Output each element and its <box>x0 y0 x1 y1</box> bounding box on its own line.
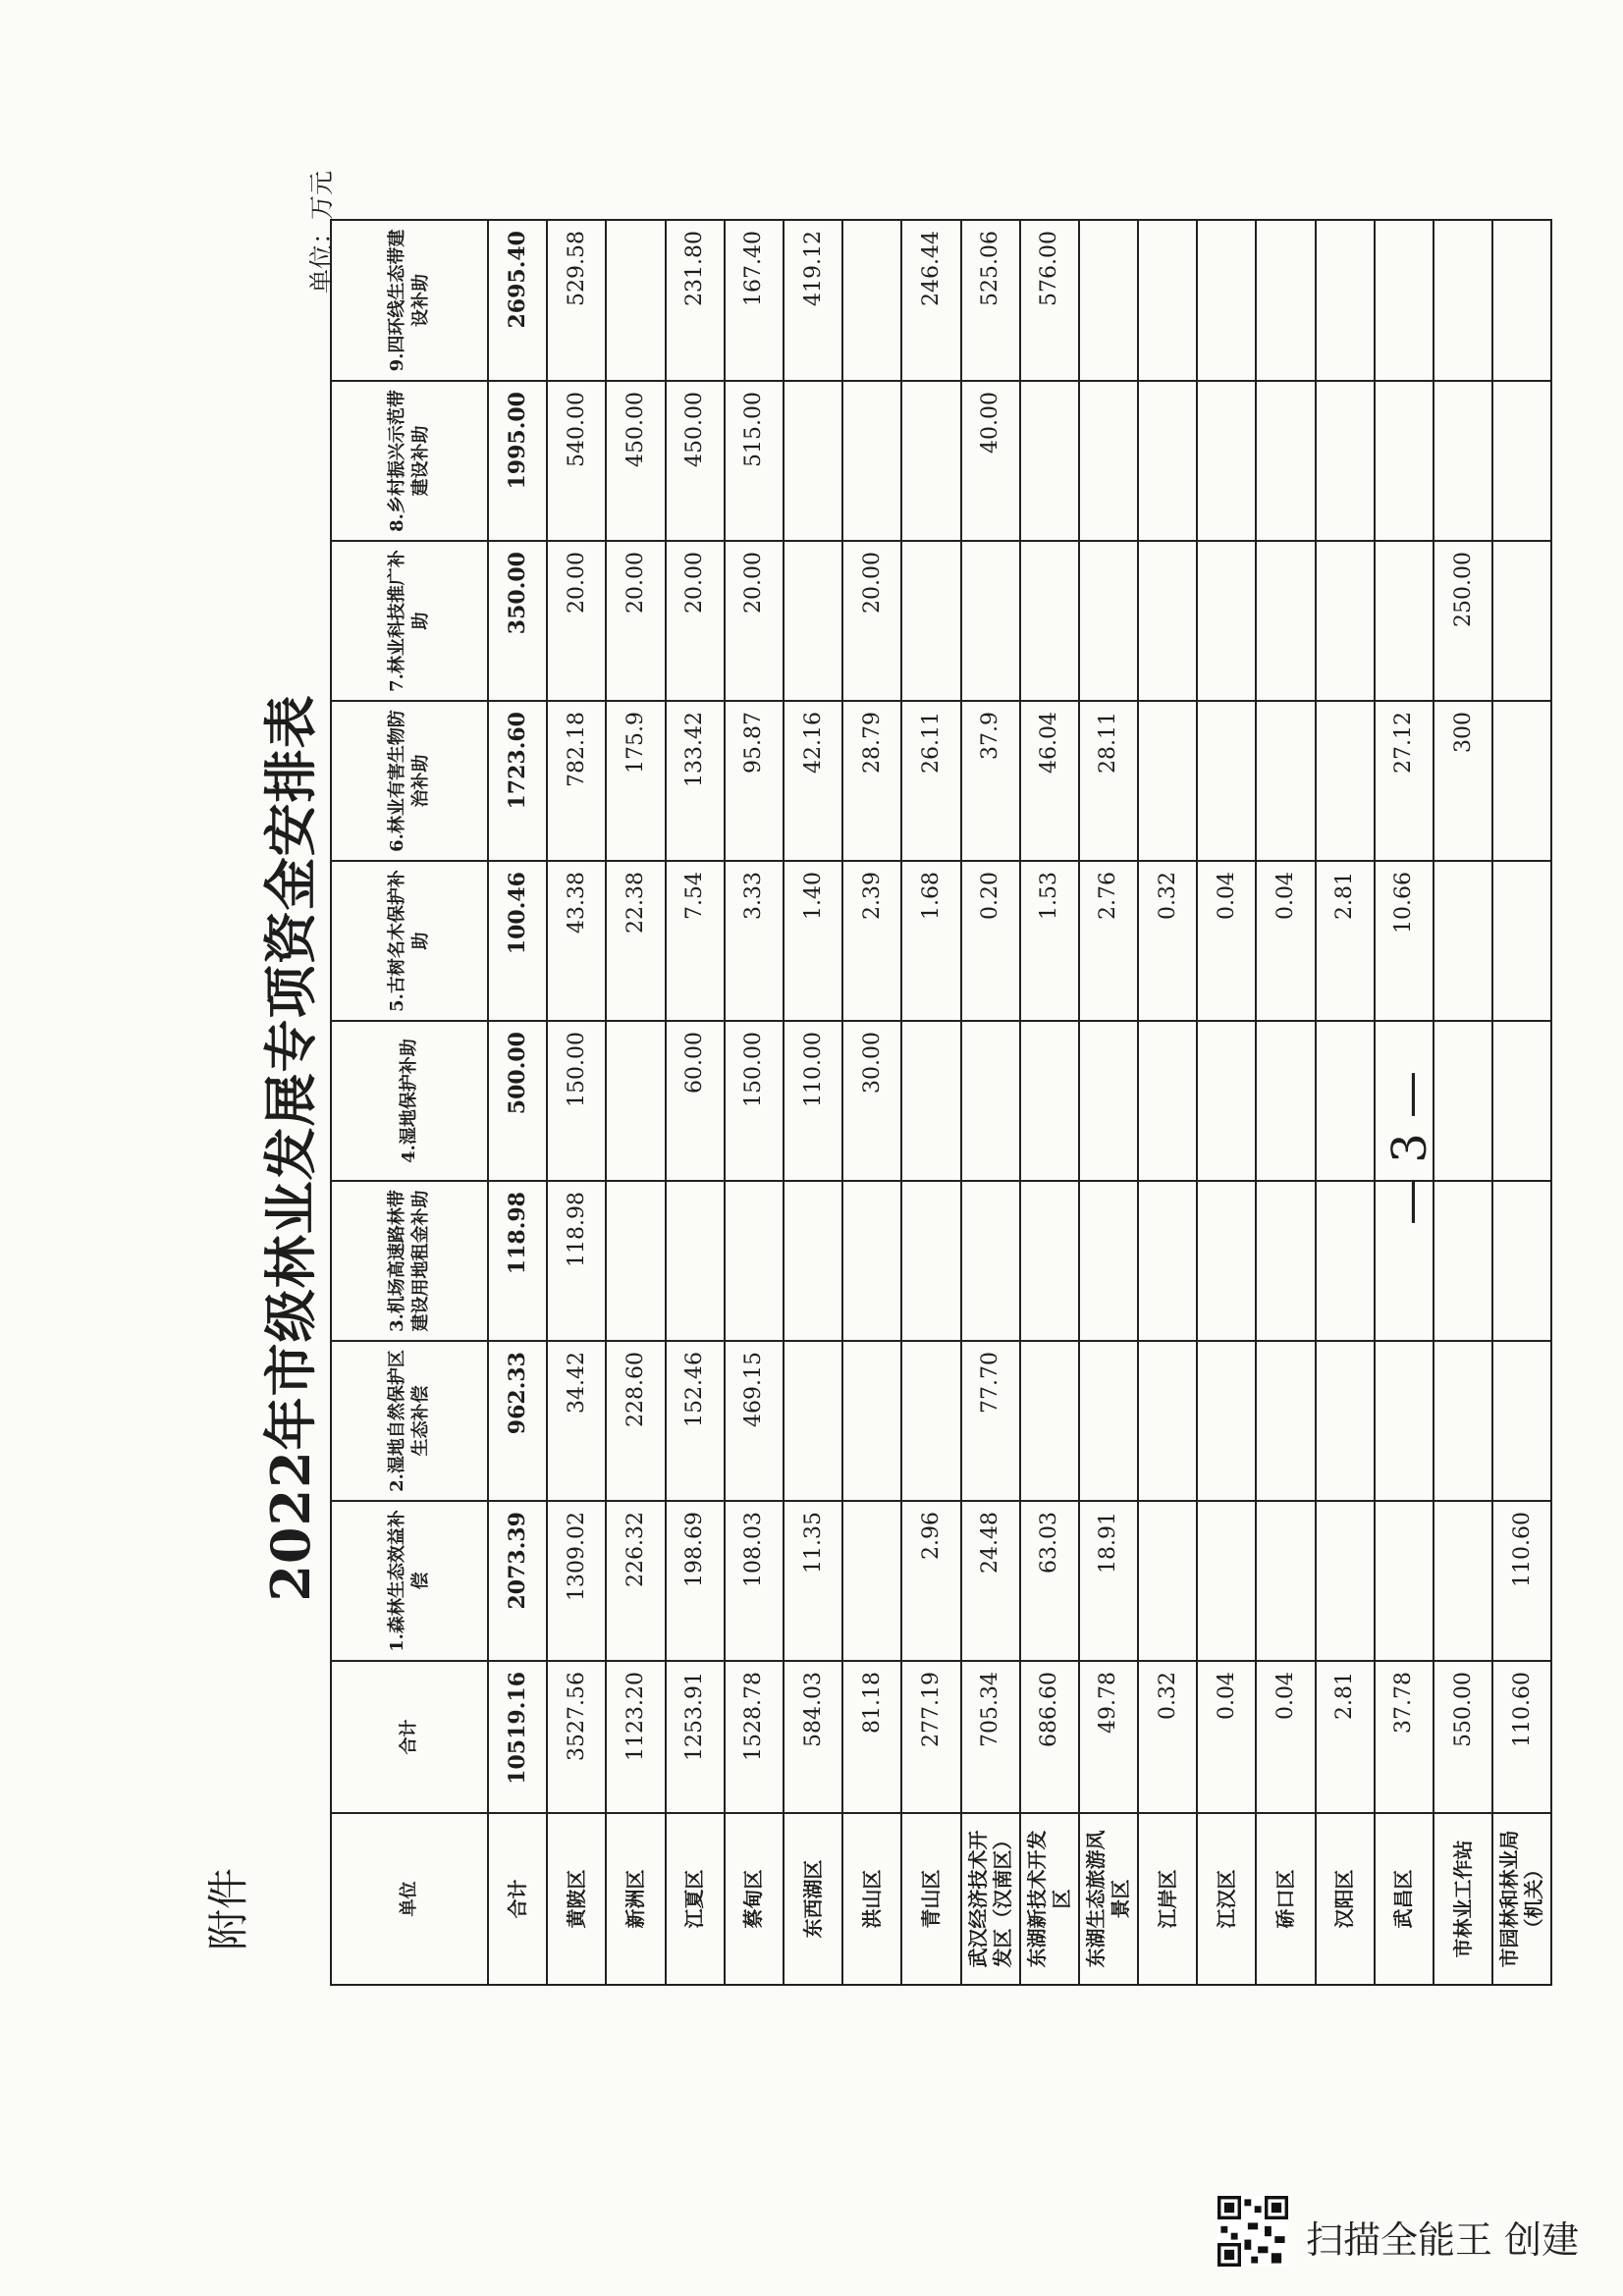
amount-cell: 450.00 <box>606 381 665 541</box>
scanner-watermark <box>1217 2196 1610 2274</box>
amount-cell <box>1197 1181 1256 1341</box>
amount-cell <box>1492 1181 1551 1341</box>
amount-cell: 152.46 <box>666 1341 725 1501</box>
amount-cell: 7.54 <box>666 861 725 1021</box>
amount-cell <box>1138 541 1197 701</box>
amount-cell <box>1020 1021 1079 1181</box>
total-cell: 37.78 <box>1375 1661 1434 1813</box>
amount-cell <box>1138 701 1197 861</box>
table-row <box>1138 220 1197 1985</box>
amount-cell: 42.16 <box>784 701 842 861</box>
table-row <box>725 220 784 1985</box>
table-total-row <box>488 220 547 1985</box>
unit-name-cell: 新洲区 <box>606 1813 665 1985</box>
document-title: 2022年市级林业发展专项资金安排表 <box>259 694 322 1602</box>
amount-cell: 175.9 <box>606 701 665 861</box>
amount-cell: 2.76 <box>1079 861 1138 1021</box>
amount-cell <box>901 1341 960 1501</box>
amount-cell <box>1434 1501 1492 1661</box>
amount-cell: 419.12 <box>784 220 842 381</box>
table-row <box>666 220 725 1985</box>
amount-cell: 28.11 <box>1079 701 1138 861</box>
amount-cell: 228.60 <box>606 1341 665 1501</box>
unit-name-cell: 东湖新技术开发区 <box>1020 1813 1079 1985</box>
table-row <box>842 220 901 1985</box>
amount-cell: 77.70 <box>961 1341 1020 1501</box>
amount-cell <box>1197 381 1256 541</box>
amount-cell <box>1316 701 1375 861</box>
amount-cell <box>961 1181 1020 1341</box>
unit-name-cell: 江夏区 <box>666 1813 725 1985</box>
amount-cell: 198.69 <box>666 1501 725 1661</box>
total-cell: 1253.91 <box>666 1661 725 1813</box>
amount-cell <box>1492 701 1551 861</box>
amount-cell <box>1138 1501 1197 1661</box>
unit-name-cell: 合计 <box>488 1813 547 1985</box>
header-item-4: 4.湿地保护补助 <box>331 1021 488 1181</box>
amount-cell <box>1138 1181 1197 1341</box>
amount-cell: 10.66 <box>1375 861 1434 1021</box>
header-item-7: 7.林业科技推广补助 <box>331 541 488 701</box>
amount-cell <box>1138 381 1197 541</box>
amount-cell <box>1316 220 1375 381</box>
amount-cell: 246.44 <box>901 220 960 381</box>
unit-name-cell: 蔡甸区 <box>725 1813 784 1985</box>
amount-cell <box>842 1501 901 1661</box>
amount-cell: 1.40 <box>784 861 842 1021</box>
amount-cell <box>961 541 1020 701</box>
amount-cell <box>1079 1021 1138 1181</box>
total-cell: 550.00 <box>1434 1661 1492 1813</box>
table-header-row <box>331 220 488 1985</box>
amount-cell <box>1316 381 1375 541</box>
amount-cell: 2.96 <box>901 1501 960 1661</box>
amount-cell: 1995.00 <box>488 381 547 541</box>
amount-cell: 118.98 <box>488 1181 547 1341</box>
amount-cell <box>1020 1181 1079 1341</box>
amount-cell: 34.42 <box>547 1341 606 1501</box>
amount-cell <box>1256 220 1315 381</box>
amount-cell: 469.15 <box>725 1341 784 1501</box>
amount-cell <box>666 1181 725 1341</box>
amount-cell: 108.03 <box>725 1501 784 1661</box>
watermark-text: 扫描全能王 创建 <box>1306 2218 1580 2262</box>
table-row <box>1316 220 1375 1985</box>
amount-cell: 231.80 <box>666 220 725 381</box>
amount-cell: 0.04 <box>1256 861 1315 1021</box>
amount-cell: 2.81 <box>1316 861 1375 1021</box>
amount-cell <box>784 1341 842 1501</box>
amount-cell: 150.00 <box>725 1021 784 1181</box>
amount-cell <box>1197 1501 1256 1661</box>
amount-cell: 20.00 <box>842 541 901 701</box>
amount-cell <box>1492 1021 1551 1181</box>
total-cell: 0.32 <box>1138 1661 1197 1813</box>
unit-name-cell: 黄陂区 <box>547 1813 606 1985</box>
amount-cell: 27.12 <box>1375 701 1434 861</box>
amount-cell <box>1316 541 1375 701</box>
table-row <box>1079 220 1138 1985</box>
total-cell: 705.34 <box>961 1661 1020 1813</box>
amount-cell <box>1138 1021 1197 1181</box>
unit-name-cell: 洪山区 <box>842 1813 901 1985</box>
amount-cell: 350.00 <box>488 541 547 701</box>
table-row <box>606 220 665 1985</box>
unit-name-cell: 江岸区 <box>1138 1813 1197 1985</box>
amount-cell <box>784 1181 842 1341</box>
amount-cell: 30.00 <box>842 1021 901 1181</box>
amount-cell <box>1434 1341 1492 1501</box>
total-cell: 1528.78 <box>725 1661 784 1813</box>
amount-cell <box>1316 1501 1375 1661</box>
amount-cell <box>1492 1341 1551 1501</box>
amount-cell <box>901 1181 960 1341</box>
amount-cell: 150.00 <box>547 1021 606 1181</box>
amount-cell: 20.00 <box>547 541 606 701</box>
amount-cell <box>1020 381 1079 541</box>
amount-cell: 1.53 <box>1020 861 1079 1021</box>
amount-cell: 529.58 <box>547 220 606 381</box>
amount-cell <box>1197 220 1256 381</box>
amount-cell <box>842 1181 901 1341</box>
amount-cell: 2.39 <box>842 861 901 1021</box>
amount-cell: 576.00 <box>1020 220 1079 381</box>
amount-cell <box>1079 541 1138 701</box>
amount-cell <box>606 1021 665 1181</box>
unit-name-cell: 东湖生态旅游风景区 <box>1079 1813 1138 1985</box>
amount-cell <box>1256 541 1315 701</box>
amount-cell <box>1256 1021 1315 1181</box>
amount-cell: 1723.60 <box>488 701 547 861</box>
amount-cell: 118.98 <box>547 1181 606 1341</box>
amount-cell: 300 <box>1434 701 1492 861</box>
amount-cell: 226.32 <box>606 1501 665 1661</box>
amount-cell: 100.46 <box>488 861 547 1021</box>
total-cell: 3527.56 <box>547 1661 606 1813</box>
amount-cell: 11.35 <box>784 1501 842 1661</box>
amount-cell <box>784 541 842 701</box>
unit-name-cell: 武汉经济技术开发区（汉南区） <box>961 1813 1020 1985</box>
total-cell: 0.04 <box>1256 1661 1315 1813</box>
total-cell: 686.60 <box>1020 1661 1079 1813</box>
amount-cell: 24.48 <box>961 1501 1020 1661</box>
amount-cell: 37.9 <box>961 701 1020 861</box>
amount-cell: 28.79 <box>842 701 901 861</box>
qr-code-icon <box>1217 2196 1288 2267</box>
amount-cell <box>1079 381 1138 541</box>
amount-cell <box>1256 1501 1315 1661</box>
amount-cell: 60.00 <box>666 1021 725 1181</box>
amount-cell <box>901 1021 960 1181</box>
amount-cell <box>1079 1181 1138 1341</box>
total-cell: 49.78 <box>1079 1661 1138 1813</box>
fund-allocation-table <box>330 219 1552 1986</box>
amount-cell <box>1256 1181 1315 1341</box>
amount-cell <box>1434 220 1492 381</box>
amount-cell: 20.00 <box>606 541 665 701</box>
amount-cell: 525.06 <box>961 220 1020 381</box>
amount-cell <box>1492 381 1551 541</box>
total-cell: 110.60 <box>1492 1661 1551 1813</box>
amount-cell: 250.00 <box>1434 541 1492 701</box>
amount-cell: 1309.02 <box>547 1501 606 1661</box>
amount-cell <box>1138 1341 1197 1501</box>
amount-cell: 782.18 <box>547 701 606 861</box>
amount-cell <box>1079 220 1138 381</box>
unit-name-cell: 市园林和林业局（机关） <box>1492 1813 1551 1985</box>
header-item-5: 5.古树名木保护补助 <box>331 861 488 1021</box>
amount-cell: 43.38 <box>547 861 606 1021</box>
amount-cell: 63.03 <box>1020 1501 1079 1661</box>
unit-name-cell: 青山区 <box>901 1813 960 1985</box>
header-total: 合计 <box>331 1661 488 1813</box>
amount-cell: 1.68 <box>901 861 960 1021</box>
unit-name-cell: 市林业工作站 <box>1434 1813 1492 1985</box>
amount-cell: 0.20 <box>961 861 1020 1021</box>
total-cell: 277.19 <box>901 1661 960 1813</box>
amount-cell <box>1197 701 1256 861</box>
total-cell: 1123.20 <box>606 1661 665 1813</box>
amount-cell <box>606 1181 665 1341</box>
amount-cell <box>1256 381 1315 541</box>
unit-name-cell: 汉阳区 <box>1316 1813 1375 1985</box>
amount-cell <box>961 1021 1020 1181</box>
amount-cell <box>842 1341 901 1501</box>
amount-cell <box>842 220 901 381</box>
attachment-label: 附件 <box>204 1867 252 1950</box>
amount-cell: 500.00 <box>488 1021 547 1181</box>
amount-cell <box>1316 1341 1375 1501</box>
amount-cell <box>901 541 960 701</box>
amount-cell: 2073.39 <box>488 1501 547 1661</box>
total-cell: 0.04 <box>1197 1661 1256 1813</box>
total-cell: 10519.16 <box>488 1661 547 1813</box>
header-item-6: 6.林业有害生物防治补助 <box>331 701 488 861</box>
table-row <box>784 220 842 1985</box>
unit-name-cell: 东西湖区 <box>784 1813 842 1985</box>
table-row <box>961 220 1020 1985</box>
amount-cell: 110.00 <box>784 1021 842 1181</box>
amount-cell <box>1138 220 1197 381</box>
amount-cell: 40.00 <box>961 381 1020 541</box>
page-number: — 3 — <box>1382 1070 1437 1226</box>
amount-cell <box>1079 1341 1138 1501</box>
amount-cell <box>1434 381 1492 541</box>
table-row <box>901 220 960 1985</box>
header-item-3: 3.机场高速路林带建设用地租金补助 <box>331 1181 488 1341</box>
unit-name-cell: 武昌区 <box>1375 1813 1434 1985</box>
header-unit: 单位 <box>331 1813 488 1985</box>
total-cell: 2.81 <box>1316 1661 1375 1813</box>
amount-cell: 26.11 <box>901 701 960 861</box>
amount-cell: 0.04 <box>1197 861 1256 1021</box>
amount-cell <box>1197 1021 1256 1181</box>
amount-cell <box>1492 861 1551 1021</box>
amount-cell <box>1197 1341 1256 1501</box>
amount-cell: 0.32 <box>1138 861 1197 1021</box>
unit-name-cell: 硚口区 <box>1256 1813 1315 1985</box>
unit-name-cell: 江汉区 <box>1197 1813 1256 1985</box>
amount-cell <box>606 220 665 381</box>
total-cell: 81.18 <box>842 1661 901 1813</box>
header-item-2: 2.湿地自然保护区生态补偿 <box>331 1341 488 1501</box>
amount-cell: 962.33 <box>488 1341 547 1501</box>
amount-cell: 2695.40 <box>488 220 547 381</box>
table-row <box>1197 220 1256 1985</box>
amount-cell <box>1434 1181 1492 1341</box>
amount-cell <box>1256 701 1315 861</box>
table-row <box>1020 220 1079 1985</box>
amount-cell <box>1492 220 1551 381</box>
total-cell: 584.03 <box>784 1661 842 1813</box>
amount-cell: 133.42 <box>666 701 725 861</box>
amount-cell: 20.00 <box>725 541 784 701</box>
amount-cell: 46.04 <box>1020 701 1079 861</box>
header-item-9: 9.四环线生态带建设补助 <box>331 220 488 381</box>
amount-cell: 515.00 <box>725 381 784 541</box>
amount-cell: 110.60 <box>1492 1501 1551 1661</box>
amount-cell <box>1434 861 1492 1021</box>
amount-cell: 20.00 <box>666 541 725 701</box>
header-item-8: 8.乡村振兴示范带建设补助 <box>331 381 488 541</box>
amount-cell <box>1256 1341 1315 1501</box>
amount-cell <box>1492 541 1551 701</box>
header-item-1: 1.森林生态效益补偿 <box>331 1501 488 1661</box>
amount-cell: 167.40 <box>725 220 784 381</box>
amount-cell: 95.87 <box>725 701 784 861</box>
unit-label: 单位：万元 <box>307 170 336 294</box>
amount-cell <box>842 381 901 541</box>
amount-cell: 3.33 <box>725 861 784 1021</box>
amount-cell: 18.91 <box>1079 1501 1138 1661</box>
table-row <box>1256 220 1315 1985</box>
table-row <box>547 220 606 1985</box>
amount-cell <box>901 381 960 541</box>
amount-cell <box>1316 1021 1375 1181</box>
table-row <box>1492 220 1551 1985</box>
amount-cell <box>1020 1341 1079 1501</box>
amount-cell <box>1197 541 1256 701</box>
amount-cell: 22.38 <box>606 861 665 1021</box>
amount-cell <box>1434 1021 1492 1181</box>
amount-cell <box>1316 1181 1375 1341</box>
amount-cell <box>784 381 842 541</box>
amount-cell <box>1020 541 1079 701</box>
table-row <box>1434 220 1492 1985</box>
amount-cell: 540.00 <box>547 381 606 541</box>
amount-cell <box>725 1181 784 1341</box>
amount-cell: 450.00 <box>666 381 725 541</box>
